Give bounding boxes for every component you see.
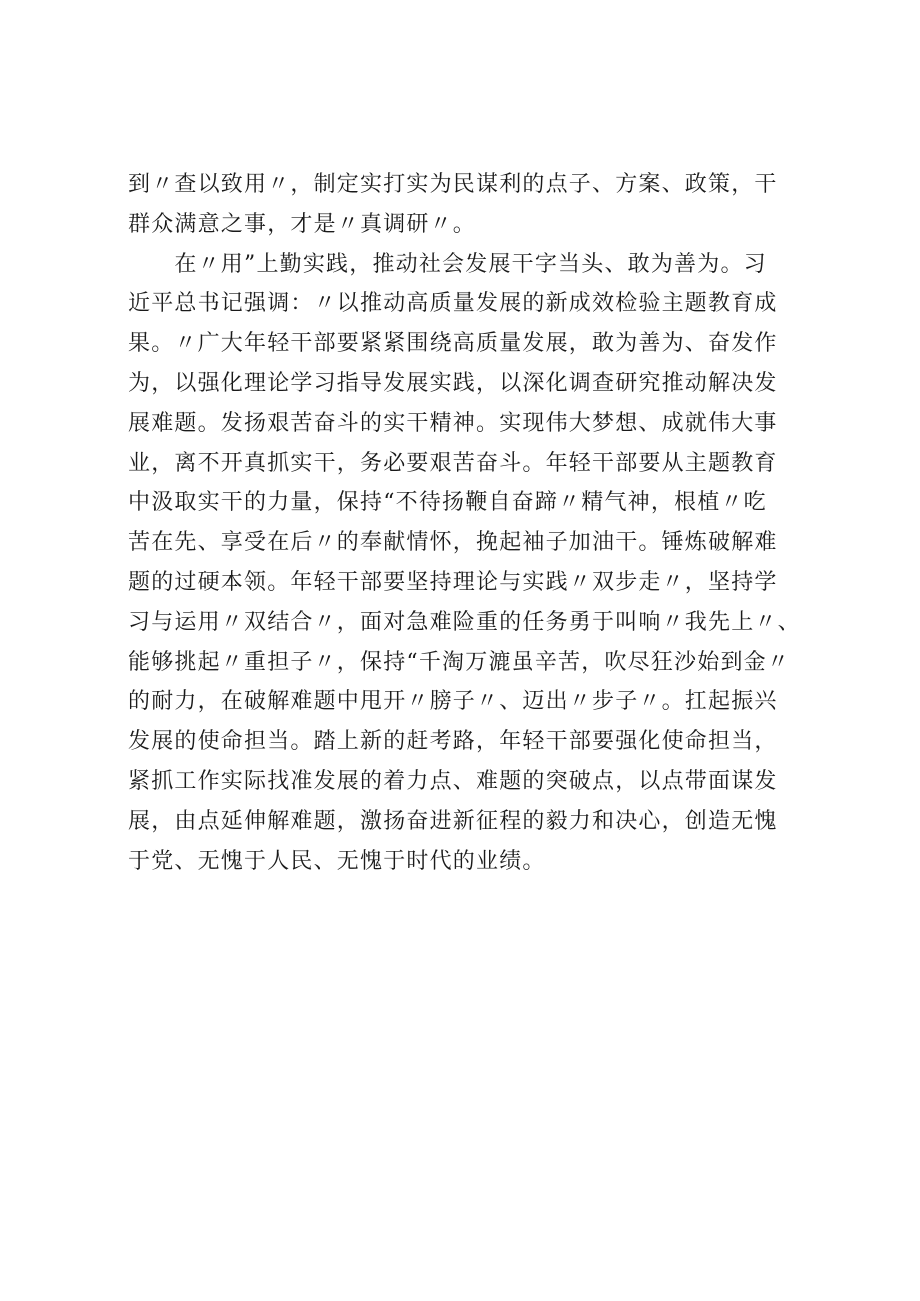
- text-line: 为，以强化理论学习指导发展实践，以深化调查研究推动解决发: [128, 370, 778, 396]
- text-line: 的耐力，在破解难题中甩开〃膀子〃、迈出〃步子〃。扛起振兴: [128, 689, 778, 715]
- text-line: 近平总书记强调：〃以推动高质量发展的新成效检验主题教育成: [128, 291, 778, 317]
- text-line: 在〃用”上勤实践，推动社会发展干字当头、敢为善为。习: [128, 251, 767, 277]
- text-line: 发展的使命担当。踏上新的赶考路，年轻干部要强化使命担当，: [128, 729, 778, 755]
- paragraph-continuation: [128, 165, 808, 245]
- text-line: 紧抓工作实际找准发展的着力点、难题的突破点，以点带面谋发: [128, 768, 778, 794]
- text-line: 展，由点延伸解难题，激扬奋进新征程的毅力和决心，创造无愧: [128, 808, 778, 834]
- text-line: 习与运用〃双结合〃，面对急难险重的任务勇于叫响〃我先上〃、: [128, 609, 801, 635]
- text-line: 苦在先、享受在后〃的奉献情怀，挽起袖子加油干。锤炼破解难: [128, 530, 778, 556]
- text-line: 中汲取实干的力量，保持“不待扬鞭自奋蹄〃精气神，根植〃吃: [128, 490, 767, 516]
- text-line: 群众满意之事，才是〃真调研〃。: [128, 211, 477, 237]
- text-line: 果。〃广大年轻干部要紧紧围绕高质量发展，敢为善为、奋发作: [128, 331, 778, 357]
- text-line: 题的过硬本领。年轻干部要坚持理论与实践〃双步走〃，坚持学: [128, 569, 778, 595]
- text-line: 能够挑起〃重担子〃，保持“千淘万漉虽辛苦，吹尽狂沙始到金〃: [128, 649, 791, 675]
- body-text: [128, 165, 808, 881]
- text-line: 于党、无愧于人民、无愧于时代的业绩。: [128, 848, 546, 874]
- text-line: 展难题。发扬艰苦奋斗的实干精神。实现伟大梦想、成就伟大事: [128, 410, 778, 436]
- text-line: 业，离不开真抓实干，务必要艰苦奋斗。年轻干部要从主题教育: [128, 450, 778, 476]
- text-line: 到〃查以致用〃，制定实打实为民谋利的点子、方案、政策，干: [128, 172, 778, 197]
- paragraph-practice: [128, 245, 808, 882]
